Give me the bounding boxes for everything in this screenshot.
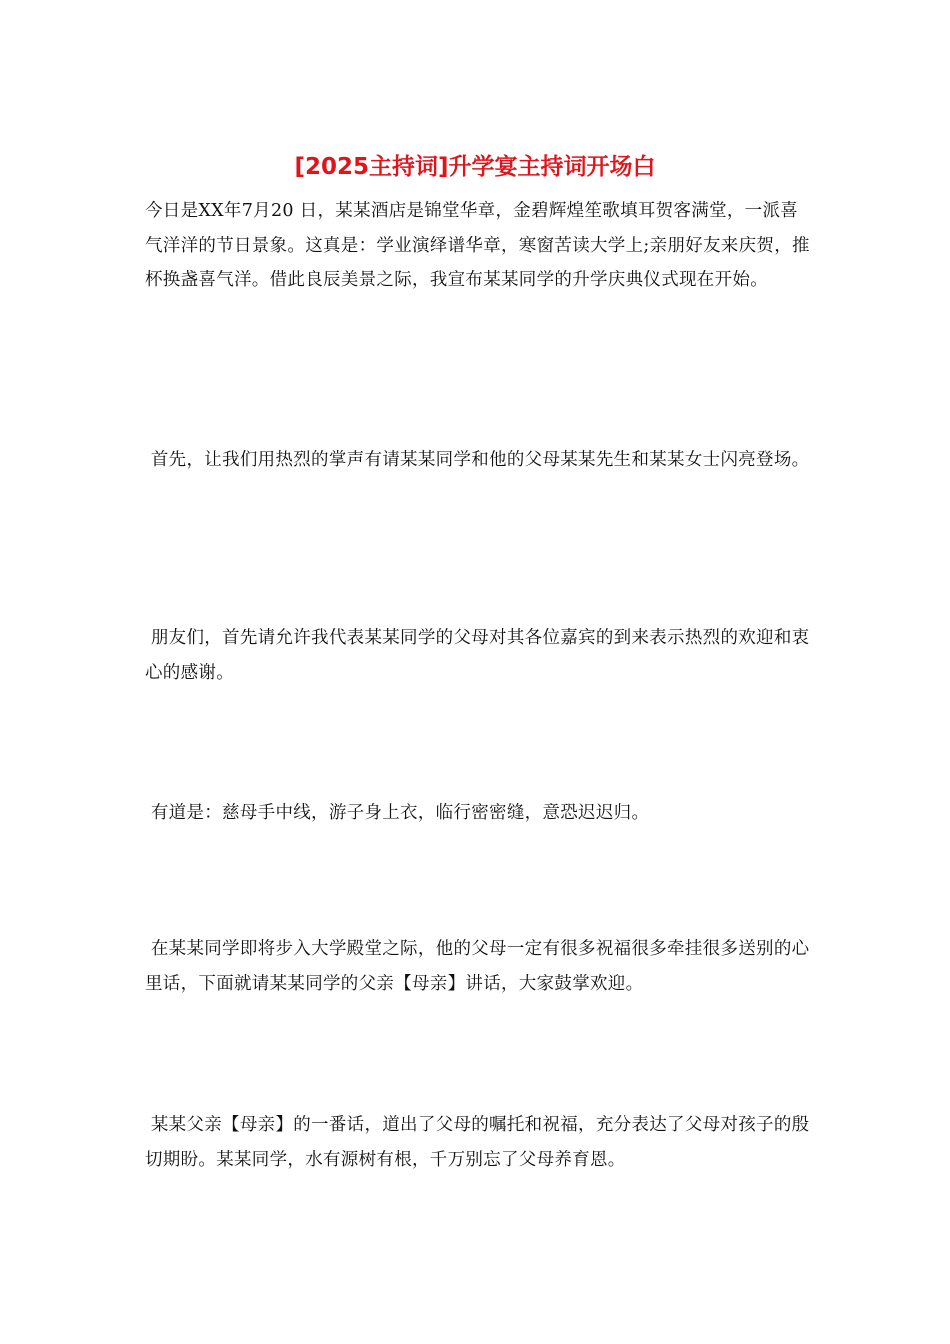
- paragraph-introduce-family: 首先，让我们用热烈的掌声有请某某同学和他的父母某某先生和某某女士闪亮登场。: [145, 450, 810, 470]
- paragraph-closing: 某某父亲【母亲】的一番话，道出了父母的嘱托和祝福，充分表达了父母对孩子的殷切期盼。某某同学，水有源树有根，千万别忘了父母养育恩。: [145, 1115, 810, 1170]
- paragraph-thanks: 朋友们，首先请允许我代表某某同学的父母对其各位嘉宾的到来表示热烈的欢迎和衷心的感谢。: [145, 628, 810, 683]
- paragraph-parent-speech: 在某某同学即将步入大学殿堂之际，他的父母一定有很多祝福很多牵挂很多送别的心里话，下面就请某某同学的父亲【母亲】讲话，大家鼓掌欢迎。: [145, 939, 810, 994]
- document-title: [2025主持词]升学宴主持词开场白: [294, 154, 656, 180]
- paragraph-opening: 今日是XX年7月20 日，某某酒店是锦堂华章，金碧辉煌笙歌填耳贺客满堂，一派喜气洋洋的节日景象。这真是：学业演绎谱华章，寒窗苦读大学上;亲朋好友来庆贺，推杯换盏喜气洋。借此良辰美景之际，我宣布某某同学的升学庆典仪式现在开始。: [145, 201, 810, 290]
- paragraph-poem: 有道是：慈母手中线，游子身上衣，临行密密缝，意恐迟迟归。: [145, 803, 650, 823]
